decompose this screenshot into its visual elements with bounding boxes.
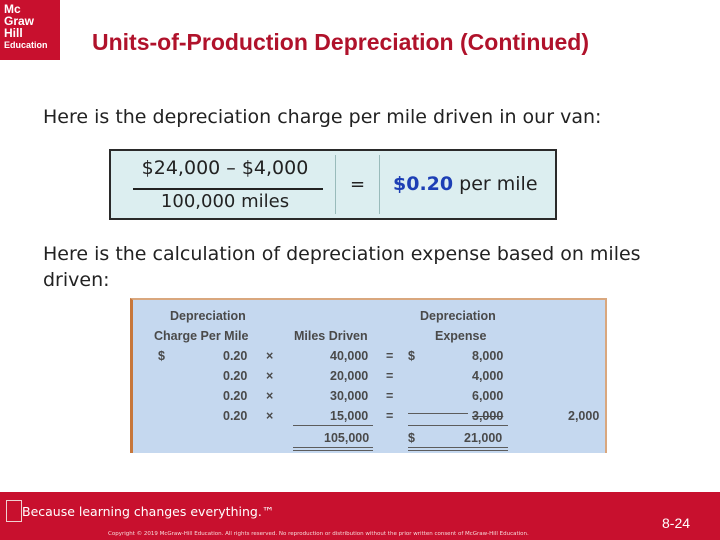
depreciation-table <box>130 298 607 453</box>
row4-op: × <box>266 409 274 423</box>
row2-eq: = <box>386 369 394 383</box>
miles-double-rule-1 <box>293 447 373 448</box>
row3-miles: 30,000 <box>330 389 369 403</box>
row1-eq: = <box>386 349 394 363</box>
row2-miles: 20,000 <box>330 369 369 383</box>
expense-double-rule-2 <box>408 450 508 451</box>
formula-box <box>109 149 557 220</box>
header-rate-line2: Charge Per Mile <box>154 329 249 343</box>
row1-op: × <box>266 349 274 363</box>
row3-eq: = <box>386 389 394 403</box>
row3-op: × <box>266 389 274 403</box>
row4-eq: = <box>386 409 394 423</box>
mcgraw-hill-logo <box>0 0 60 60</box>
total-miles: 105,000 <box>324 431 370 445</box>
footer-tagline: Because learning changes everything.™ <box>22 504 275 519</box>
logo-line-2: Graw <box>4 14 35 28</box>
book-icon <box>6 500 22 522</box>
header-miles: Miles Driven <box>294 329 368 343</box>
fraction <box>115 155 336 214</box>
row1-dollar: $ <box>158 349 165 363</box>
slide-title: Units-of-Production Depreciation (Continued) <box>92 29 590 55</box>
fraction-denominator: 100,000 miles <box>160 191 290 212</box>
row4-expense: 3,000 <box>472 409 504 423</box>
expense-strike-rule <box>408 413 468 414</box>
row2-rate: 0.20 <box>223 369 248 383</box>
row1-rate: 0.20 <box>223 349 248 363</box>
row2-op: × <box>266 369 274 383</box>
row3-rate: 0.20 <box>223 389 248 403</box>
total-expense: 21,000 <box>464 431 503 445</box>
formula-result <box>393 151 538 218</box>
equals-sign: = <box>336 155 380 214</box>
miles-double-rule-2 <box>293 450 373 451</box>
logo-line-4: Education <box>4 40 48 50</box>
header-rate-line1: Depreciation <box>170 309 246 323</box>
total-dollar: $ <box>408 431 415 445</box>
page-number: 8-24 <box>662 515 691 531</box>
row1-expense: 8,000 <box>472 349 504 363</box>
expense-double-rule-1 <box>408 447 508 448</box>
row3-expense: 6,000 <box>472 389 504 403</box>
header-expense-line1: Depreciation <box>420 309 496 323</box>
result-amount: $0.20 <box>393 173 454 195</box>
row2-expense: 4,000 <box>472 369 504 383</box>
logo-line-3: Hill <box>4 26 23 40</box>
fraction-numerator: $24,000 – $4,000 <box>141 157 309 179</box>
row1-miles: 40,000 <box>330 349 369 363</box>
fraction-bar <box>133 188 323 190</box>
row1-dollar2: $ <box>408 349 415 363</box>
intro-text: Here is the depreciation charge per mile driven in our van: <box>43 106 602 128</box>
row4-remaining: 2,000 <box>568 409 600 423</box>
calculation-text: Here is the calculation of depreciation expense based on miles driven: <box>43 243 641 291</box>
row4-rate: 0.20 <box>223 409 248 423</box>
logo-line-1: Mc <box>4 2 21 16</box>
row4-miles: 15,000 <box>330 409 369 423</box>
footer-copyright: Copyright © 2019 McGraw-Hill Education. All rights reserved. No reproduction or distribution without the prior written consent of McGraw-Hill Education. <box>108 531 529 537</box>
miles-underline <box>293 425 373 426</box>
expense-underline <box>408 425 508 426</box>
header-expense-line2: Expense <box>435 329 487 343</box>
result-unit: per mile <box>459 173 538 195</box>
